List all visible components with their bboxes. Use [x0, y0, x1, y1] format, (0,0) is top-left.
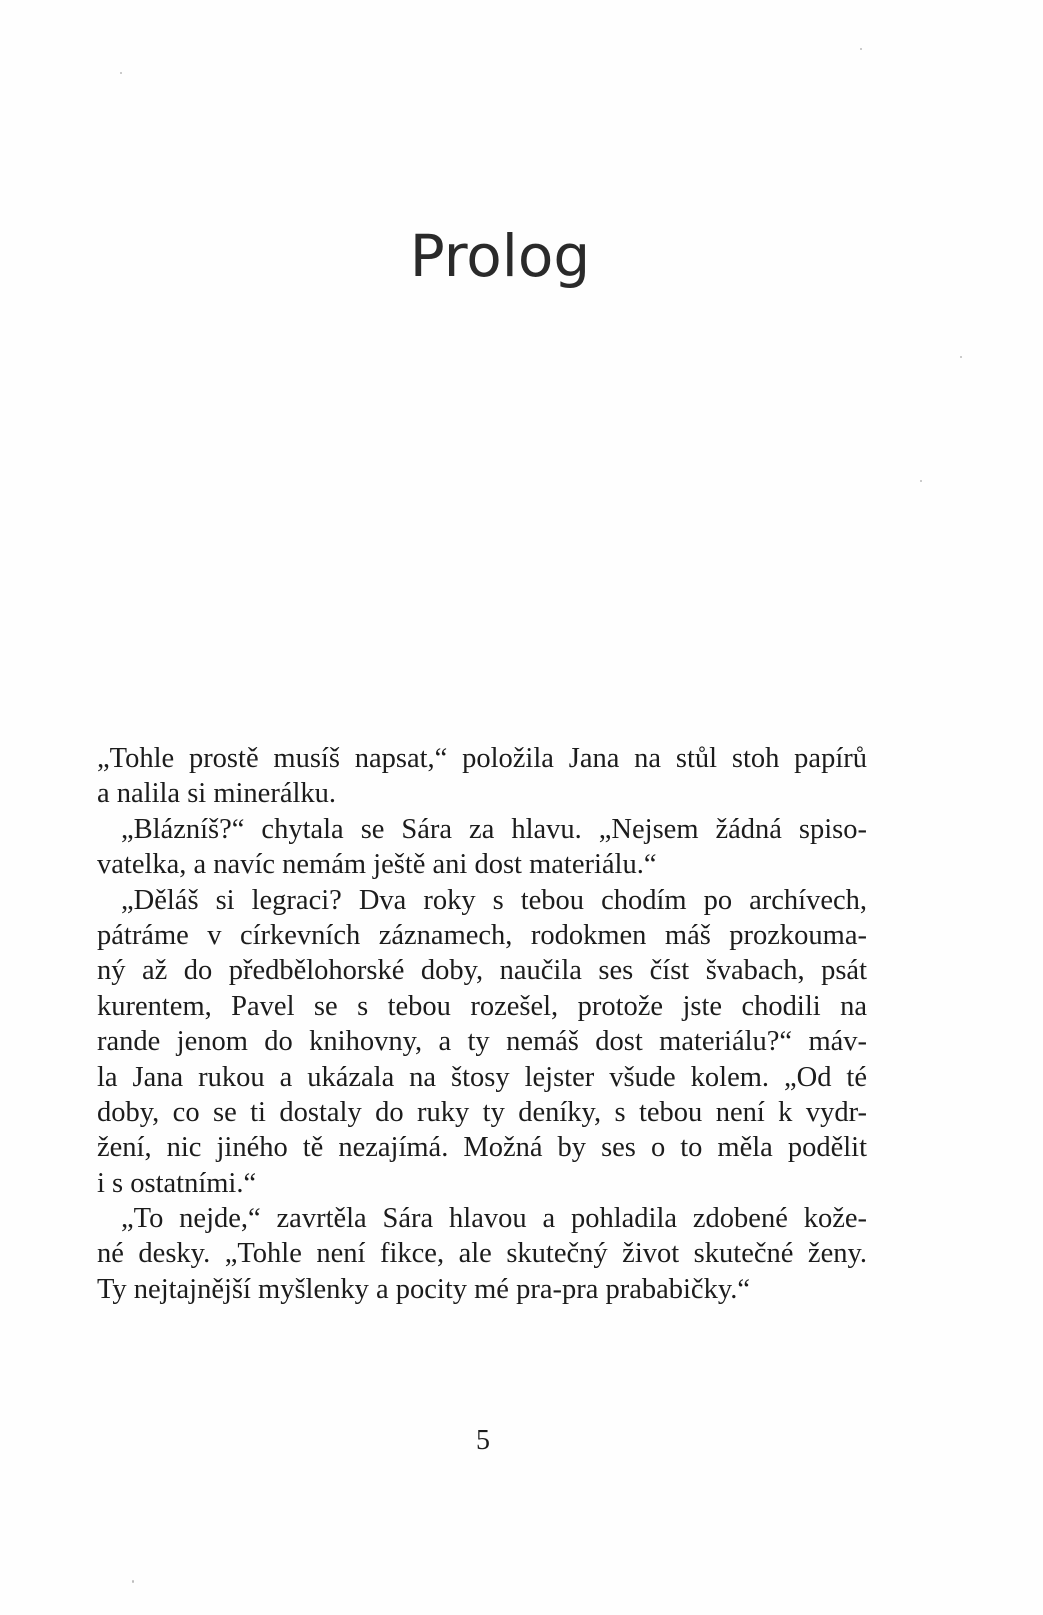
- text-line: „Tohle prostě musíš napsat,“ položila Jana na stůl stoh papírů: [97, 743, 867, 774]
- text-line: a nalila si minerálku.: [97, 778, 337, 810]
- text-line: né desky. „Tohle není fikce, ale skutečný život skutečné ženy.: [97, 1238, 867, 1270]
- scan-speck: [120, 72, 122, 74]
- text-line: „Děláš si legraci? Dva roky s tebou chodím po archívech,: [121, 884, 867, 916]
- text-line: la Jana rukou a ukázala na štosy lejster všude kolem. „Od té: [97, 1061, 867, 1093]
- scan-speck: [960, 356, 962, 358]
- text-line: doby, co se ti dostaly do ruky ty deníky, s tebou není k vydr-: [97, 1096, 867, 1128]
- text-line: pátráme v církevních záznamech, rodokmen máš prozkouma-: [97, 919, 867, 951]
- text-line: „To nejde,“ zavrtěla Sára hlavou a pohladila zdobené kože-: [121, 1203, 867, 1235]
- chapter-title: Prolog: [409, 222, 591, 290]
- text-line: vatelka, a navíc nemám ještě ani dost materiálu.“: [97, 849, 657, 881]
- text-line: žení, nic jiného tě nezajímá. Možná by ses o to měla podělit: [97, 1132, 867, 1164]
- page-number: 5: [476, 1425, 490, 1456]
- text-line: rande jenom do knihovny, a ty nemáš dost materiálu?“ máv-: [97, 1026, 867, 1058]
- text-line: Ty nejtajnější myšlenky a pocity mé pra-pra prababičky.“: [97, 1273, 751, 1305]
- scan-speck: [132, 1580, 134, 1583]
- text-line: i s ostatními.“: [97, 1167, 257, 1199]
- scan-speck: [860, 48, 862, 50]
- body-text: [97, 741, 867, 1307]
- text-line: kurentem, Pavel se s tebou rozešel, protože jste chodili na: [97, 990, 867, 1022]
- text-line: „Blázníš?“ chytala se Sára za hlavu. „Nejsem žádná spiso-: [121, 813, 867, 845]
- text-line: ný až do předbělohorské doby, naučila ses číst švabach, psát: [97, 955, 867, 987]
- scan-speck: [920, 480, 922, 482]
